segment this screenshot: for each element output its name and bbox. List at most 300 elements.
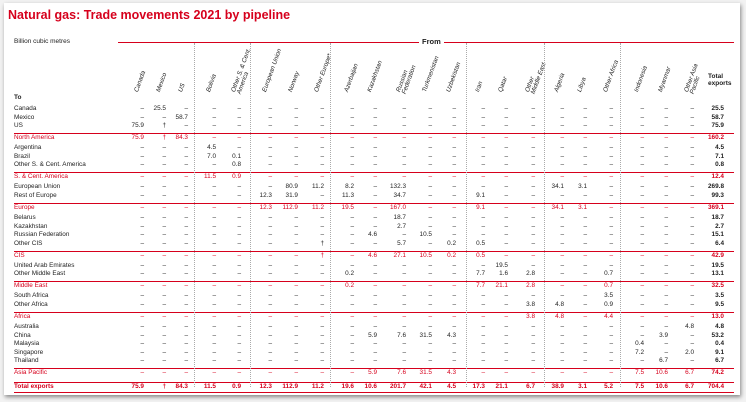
table-cell: – bbox=[690, 113, 694, 121]
table-cell: – bbox=[320, 231, 324, 239]
table-cell: 11.3 bbox=[342, 192, 354, 199]
table-cell: 7.5 bbox=[635, 382, 644, 390]
table-cell: – bbox=[212, 331, 216, 339]
table-cell: – bbox=[373, 134, 377, 142]
table-cell: – bbox=[531, 340, 535, 348]
table-cell: 1.6 bbox=[499, 270, 508, 278]
table-cell: 58.7 bbox=[175, 113, 188, 121]
table-cell: 0.8 bbox=[715, 161, 724, 169]
table-cell: – bbox=[237, 348, 241, 356]
table-cell: – bbox=[531, 348, 535, 356]
row-label: Other Middle East bbox=[14, 270, 66, 278]
table-cell: – bbox=[664, 204, 668, 211]
table-cell: – bbox=[531, 357, 535, 365]
table-cell: – bbox=[531, 204, 535, 211]
table-cell: 42.1 bbox=[419, 382, 432, 390]
table-cell: – bbox=[560, 323, 564, 330]
table-cell: – bbox=[373, 313, 377, 320]
table-cell: – bbox=[184, 239, 188, 247]
table-cell: – bbox=[452, 122, 456, 130]
column-header: Qatar bbox=[497, 75, 510, 94]
table-cell: 0.7 bbox=[604, 270, 613, 278]
table-cell: – bbox=[504, 144, 508, 152]
table-cell: 4.6 bbox=[368, 251, 377, 259]
table-cell: – bbox=[531, 192, 535, 199]
table-cell: – bbox=[350, 313, 354, 320]
table-cell: 53.2 bbox=[711, 331, 724, 339]
table-cell: † bbox=[320, 251, 324, 259]
table-cell: – bbox=[350, 161, 354, 169]
table-cell: 21.1 bbox=[495, 382, 508, 390]
table-cell: – bbox=[481, 105, 485, 112]
table-cell: – bbox=[452, 313, 456, 320]
table-cell: 6.7 bbox=[685, 369, 694, 377]
table-cell: † bbox=[162, 134, 166, 142]
table-cell: – bbox=[690, 183, 694, 191]
table-cell: – bbox=[583, 173, 587, 181]
table-cell: 18.7 bbox=[711, 214, 724, 221]
table-cell: – bbox=[237, 282, 241, 290]
table-cell: – bbox=[402, 323, 406, 330]
table-cell: – bbox=[428, 282, 432, 290]
table-cell: – bbox=[640, 313, 644, 320]
table-cell: – bbox=[140, 239, 144, 247]
table-cell: – bbox=[320, 323, 324, 330]
table-cell: – bbox=[268, 214, 272, 221]
table-cell: – bbox=[373, 204, 377, 211]
table-cell: 0.9 bbox=[604, 301, 613, 308]
table-cell: – bbox=[140, 204, 144, 211]
table-cell: – bbox=[531, 152, 535, 160]
table-cell: 4.6 bbox=[368, 231, 377, 239]
table-cell: 3.1 bbox=[578, 204, 587, 211]
table-cell: – bbox=[531, 222, 535, 230]
table-cell: 12.3 bbox=[259, 192, 272, 199]
table-cell: – bbox=[481, 340, 485, 348]
table-cell: 8.2 bbox=[345, 183, 354, 191]
table-cell: 4.8 bbox=[555, 313, 564, 320]
table-cell: – bbox=[212, 292, 216, 300]
table-cell: – bbox=[452, 214, 456, 221]
table-cell: – bbox=[481, 122, 485, 130]
table-cell: – bbox=[184, 152, 188, 160]
column-header: Libya bbox=[576, 76, 588, 94]
table-cell: – bbox=[373, 348, 377, 356]
table-cell: – bbox=[481, 369, 485, 377]
table-cell: – bbox=[609, 183, 613, 191]
table-cell: – bbox=[212, 270, 216, 278]
table-cell: – bbox=[583, 301, 587, 308]
table-row bbox=[14, 323, 734, 331]
table-cell: – bbox=[452, 357, 456, 365]
table-cell: – bbox=[237, 340, 241, 348]
table-cell: – bbox=[583, 231, 587, 239]
table-cell: – bbox=[350, 323, 354, 330]
table-cell: – bbox=[664, 222, 668, 230]
group-divider bbox=[544, 43, 545, 387]
table-cell: – bbox=[640, 204, 644, 211]
table-cell: – bbox=[402, 357, 406, 365]
table-cell: – bbox=[664, 301, 668, 308]
group-divider bbox=[330, 43, 331, 387]
table-cell: – bbox=[140, 251, 144, 259]
table-cell: – bbox=[428, 348, 432, 356]
table-cell: – bbox=[237, 122, 241, 130]
table-cell: – bbox=[268, 313, 272, 320]
table-cell: – bbox=[212, 214, 216, 221]
table-cell: – bbox=[140, 183, 144, 191]
table-row bbox=[14, 144, 734, 152]
table-cell: – bbox=[560, 261, 564, 269]
table-cell: 99.3 bbox=[711, 192, 724, 199]
table-cell: – bbox=[184, 357, 188, 365]
region-subtotal-row bbox=[14, 368, 734, 377]
table-cell: – bbox=[531, 323, 535, 330]
table-cell: – bbox=[184, 261, 188, 269]
table-cell: 9.5 bbox=[715, 301, 724, 308]
table-row bbox=[14, 349, 734, 357]
table-cell: – bbox=[609, 134, 613, 142]
table-cell: – bbox=[350, 134, 354, 142]
table-cell: – bbox=[373, 282, 377, 290]
table-cell: – bbox=[504, 340, 508, 348]
table-cell: 34.1 bbox=[551, 183, 564, 191]
table-cell: 3.9 bbox=[659, 331, 668, 339]
table-cell: – bbox=[560, 331, 564, 339]
table-cell: – bbox=[690, 204, 694, 211]
table-cell: – bbox=[350, 331, 354, 339]
table-cell: – bbox=[140, 301, 144, 308]
table-cell: – bbox=[428, 270, 432, 278]
table-cell: – bbox=[350, 144, 354, 152]
table-cell: 11.2 bbox=[311, 382, 324, 390]
table-cell: – bbox=[609, 113, 613, 121]
table-cell: – bbox=[609, 204, 613, 211]
table-cell: – bbox=[162, 340, 166, 348]
table-row bbox=[14, 153, 734, 161]
table-cell: – bbox=[583, 222, 587, 230]
total-row bbox=[14, 382, 734, 393]
table-cell: 11.2 bbox=[312, 204, 324, 211]
table-cell: – bbox=[402, 105, 406, 112]
table-cell: 34.7 bbox=[393, 192, 406, 199]
table-cell: – bbox=[212, 251, 216, 259]
table-cell: 5.9 bbox=[368, 331, 377, 339]
table-cell: – bbox=[140, 323, 144, 330]
table-cell: – bbox=[504, 231, 508, 239]
table-cell: 7.0 bbox=[207, 152, 216, 160]
table-cell: – bbox=[428, 292, 432, 300]
group-divider bbox=[620, 43, 621, 387]
table-cell: – bbox=[237, 222, 241, 230]
table-cell: – bbox=[531, 369, 535, 377]
table-cell: – bbox=[268, 239, 272, 247]
table-cell: – bbox=[428, 161, 432, 169]
table-cell: – bbox=[664, 183, 668, 191]
row-label: Europe bbox=[14, 204, 35, 211]
table-cell: – bbox=[609, 122, 613, 130]
table-cell: – bbox=[664, 340, 668, 348]
table-cell: – bbox=[664, 214, 668, 221]
table-cell: – bbox=[609, 323, 613, 330]
table-cell: – bbox=[184, 282, 188, 290]
column-header: Other Africa bbox=[602, 59, 621, 94]
table-cell: – bbox=[481, 331, 485, 339]
table-cell: – bbox=[481, 134, 485, 142]
table-cell: – bbox=[212, 122, 216, 130]
table-cell: – bbox=[350, 105, 354, 112]
table-cell: – bbox=[664, 292, 668, 300]
table-cell: – bbox=[184, 270, 188, 278]
table-cell: 11.5 bbox=[204, 173, 216, 181]
table-cell: – bbox=[640, 113, 644, 121]
unit-label: Billion cubic metres bbox=[14, 38, 70, 45]
table-cell: – bbox=[531, 122, 535, 130]
column-header: Other Asia Pacific bbox=[683, 62, 702, 96]
table-cell: – bbox=[481, 292, 485, 300]
table-cell: – bbox=[373, 105, 377, 112]
table-cell: 25.5 bbox=[711, 105, 724, 112]
table-cell: – bbox=[481, 113, 485, 121]
table-cell: – bbox=[640, 282, 644, 290]
table-cell: † bbox=[162, 122, 166, 130]
table-cell: – bbox=[212, 222, 216, 230]
table-cell: – bbox=[690, 292, 694, 300]
table-cell: – bbox=[531, 105, 535, 112]
table-cell: – bbox=[294, 231, 298, 239]
table-cell: 7.6 bbox=[397, 369, 406, 377]
table-cell: – bbox=[237, 134, 241, 142]
row-label: US bbox=[14, 122, 23, 130]
table-cell: – bbox=[350, 122, 354, 130]
table-cell: 132.3 bbox=[390, 183, 406, 191]
table-cell: – bbox=[504, 251, 508, 259]
table-cell: – bbox=[531, 251, 535, 259]
table-cell: 10.6 bbox=[655, 382, 668, 390]
table-cell: – bbox=[531, 144, 535, 152]
table-cell: – bbox=[184, 144, 188, 152]
table-cell: – bbox=[402, 144, 406, 152]
table-cell: – bbox=[690, 152, 694, 160]
table-cell: – bbox=[162, 331, 166, 339]
table-cell: – bbox=[320, 113, 324, 121]
table-cell: – bbox=[402, 173, 406, 181]
table-cell: 5.7 bbox=[397, 239, 406, 247]
table-cell: – bbox=[640, 222, 644, 230]
table-cell: – bbox=[294, 369, 298, 377]
table-card bbox=[4, 3, 740, 395]
table-cell: 3.5 bbox=[715, 292, 724, 300]
row-label: Australia bbox=[14, 323, 39, 330]
table-cell: – bbox=[140, 261, 144, 269]
table-cell: 10.5 bbox=[419, 231, 432, 239]
table-cell: – bbox=[212, 239, 216, 247]
table-cell: – bbox=[402, 113, 406, 121]
table-cell: – bbox=[320, 214, 324, 221]
table-cell: 3.8 bbox=[526, 313, 535, 320]
table-cell: – bbox=[373, 357, 377, 365]
table-cell: – bbox=[583, 369, 587, 377]
column-header: Other Middle East bbox=[524, 61, 548, 96]
table-cell: – bbox=[212, 313, 216, 320]
table-cell: – bbox=[268, 369, 272, 377]
table-cell: – bbox=[531, 239, 535, 247]
table-cell: – bbox=[428, 113, 432, 121]
table-cell: – bbox=[212, 231, 216, 239]
table-cell: – bbox=[212, 301, 216, 308]
table-cell: – bbox=[504, 161, 508, 169]
table-cell: – bbox=[504, 113, 508, 121]
table-cell: – bbox=[294, 282, 298, 290]
table-cell: – bbox=[690, 340, 694, 348]
table-cell: 112.9 bbox=[282, 204, 298, 211]
table-cell: – bbox=[268, 348, 272, 356]
region-subtotal-row bbox=[14, 172, 734, 181]
table-cell: – bbox=[294, 239, 298, 247]
row-label: Argentina bbox=[14, 144, 42, 152]
table-cell: – bbox=[481, 313, 485, 320]
table-cell: – bbox=[690, 214, 694, 221]
table-cell: – bbox=[690, 239, 694, 247]
table-cell: – bbox=[452, 282, 456, 290]
table-cell: – bbox=[504, 331, 508, 339]
column-header: Bolivia bbox=[205, 73, 218, 94]
table-cell: – bbox=[184, 122, 188, 130]
table-row bbox=[14, 114, 734, 122]
row-label: CIS bbox=[14, 251, 25, 259]
table-cell: – bbox=[609, 152, 613, 160]
table-cell: – bbox=[294, 357, 298, 365]
table-row bbox=[14, 340, 734, 348]
table-cell: – bbox=[373, 173, 377, 181]
table-cell: – bbox=[162, 251, 166, 259]
table-cell: – bbox=[140, 369, 144, 377]
table-cell: 160.2 bbox=[708, 134, 724, 142]
table-cell: – bbox=[212, 340, 216, 348]
table-cell: – bbox=[294, 222, 298, 230]
table-cell: – bbox=[504, 313, 508, 320]
column-header: Azerbaijan bbox=[343, 62, 360, 94]
table-cell: 112.9 bbox=[282, 382, 298, 390]
table-cell: 0.7 bbox=[604, 282, 613, 290]
table-cell: – bbox=[640, 214, 644, 221]
table-cell: – bbox=[609, 239, 613, 247]
table-cell: – bbox=[237, 239, 241, 247]
table-cell: – bbox=[428, 144, 432, 152]
table-cell: 0.9 bbox=[232, 173, 241, 181]
table-cell: – bbox=[373, 122, 377, 130]
table-cell: – bbox=[184, 331, 188, 339]
table-cell: 19.6 bbox=[341, 382, 354, 390]
table-cell: – bbox=[184, 204, 188, 211]
table-cell: – bbox=[583, 348, 587, 356]
row-label: North America bbox=[14, 134, 55, 142]
row-label: Total exports bbox=[14, 382, 54, 390]
table-cell: – bbox=[294, 152, 298, 160]
table-row bbox=[14, 292, 734, 300]
table-cell: – bbox=[212, 113, 216, 121]
table-cell: – bbox=[294, 261, 298, 269]
table-cell: 4.8 bbox=[685, 323, 694, 330]
table-cell: 5.9 bbox=[368, 369, 377, 377]
table-cell: 0.5 bbox=[476, 251, 485, 259]
table-cell: – bbox=[162, 113, 166, 121]
table-cell: – bbox=[583, 261, 587, 269]
table-cell: – bbox=[560, 122, 564, 130]
table-cell: – bbox=[583, 192, 587, 199]
table-cell: – bbox=[690, 331, 694, 339]
table-cell: – bbox=[504, 292, 508, 300]
row-label: Other S. & Cent. America bbox=[14, 161, 86, 169]
table-cell: – bbox=[268, 222, 272, 230]
table-cell: – bbox=[560, 369, 564, 377]
row-label: China bbox=[14, 331, 31, 339]
table-cell: – bbox=[583, 340, 587, 348]
table-cell: 4.5 bbox=[447, 382, 456, 390]
table-cell: – bbox=[531, 134, 535, 142]
table-cell: – bbox=[373, 152, 377, 160]
table-cell: – bbox=[428, 152, 432, 160]
table-cell: 4.8 bbox=[555, 301, 564, 308]
table-cell: – bbox=[320, 161, 324, 169]
table-cell: – bbox=[664, 173, 668, 181]
table-cell: – bbox=[583, 251, 587, 259]
table-cell: – bbox=[428, 183, 432, 191]
table-cell: – bbox=[452, 292, 456, 300]
row-label: United Arab Emirates bbox=[14, 261, 75, 269]
row-label: Kazakhstan bbox=[14, 222, 48, 230]
table-row bbox=[14, 301, 734, 309]
table-cell: – bbox=[373, 222, 377, 230]
table-cell: – bbox=[504, 122, 508, 130]
table-cell: – bbox=[609, 105, 613, 112]
table-cell: – bbox=[504, 348, 508, 356]
column-header: Iran bbox=[474, 80, 485, 94]
table-cell: – bbox=[640, 134, 644, 142]
table-cell: – bbox=[237, 270, 241, 278]
table-cell: – bbox=[162, 144, 166, 152]
table-cell: – bbox=[162, 173, 166, 181]
table-cell: – bbox=[373, 144, 377, 152]
table-cell: – bbox=[428, 340, 432, 348]
table-cell: – bbox=[690, 282, 694, 290]
table-row bbox=[14, 240, 734, 248]
table-cell: 32.5 bbox=[711, 282, 724, 290]
table-cell: – bbox=[640, 251, 644, 259]
table-cell: – bbox=[350, 113, 354, 121]
table-row bbox=[14, 183, 734, 191]
table-cell: 4.4 bbox=[604, 313, 613, 320]
table-cell: – bbox=[583, 161, 587, 169]
table-cell: – bbox=[481, 152, 485, 160]
table-cell: 3.8 bbox=[526, 301, 535, 308]
table-cell: – bbox=[320, 340, 324, 348]
table-cell: – bbox=[664, 161, 668, 169]
column-header: Russian Federation bbox=[395, 64, 418, 96]
table-cell: – bbox=[504, 105, 508, 112]
table-cell: 0.5 bbox=[476, 239, 485, 247]
table-cell: – bbox=[237, 214, 241, 221]
table-cell: – bbox=[560, 270, 564, 278]
table-cell: – bbox=[531, 113, 535, 121]
column-header: Myanmar bbox=[657, 65, 673, 94]
table-cell: – bbox=[184, 313, 188, 320]
table-cell: – bbox=[583, 105, 587, 112]
table-cell: – bbox=[560, 251, 564, 259]
table-cell: – bbox=[162, 161, 166, 169]
table-cell: – bbox=[350, 173, 354, 181]
table-cell: – bbox=[162, 222, 166, 230]
